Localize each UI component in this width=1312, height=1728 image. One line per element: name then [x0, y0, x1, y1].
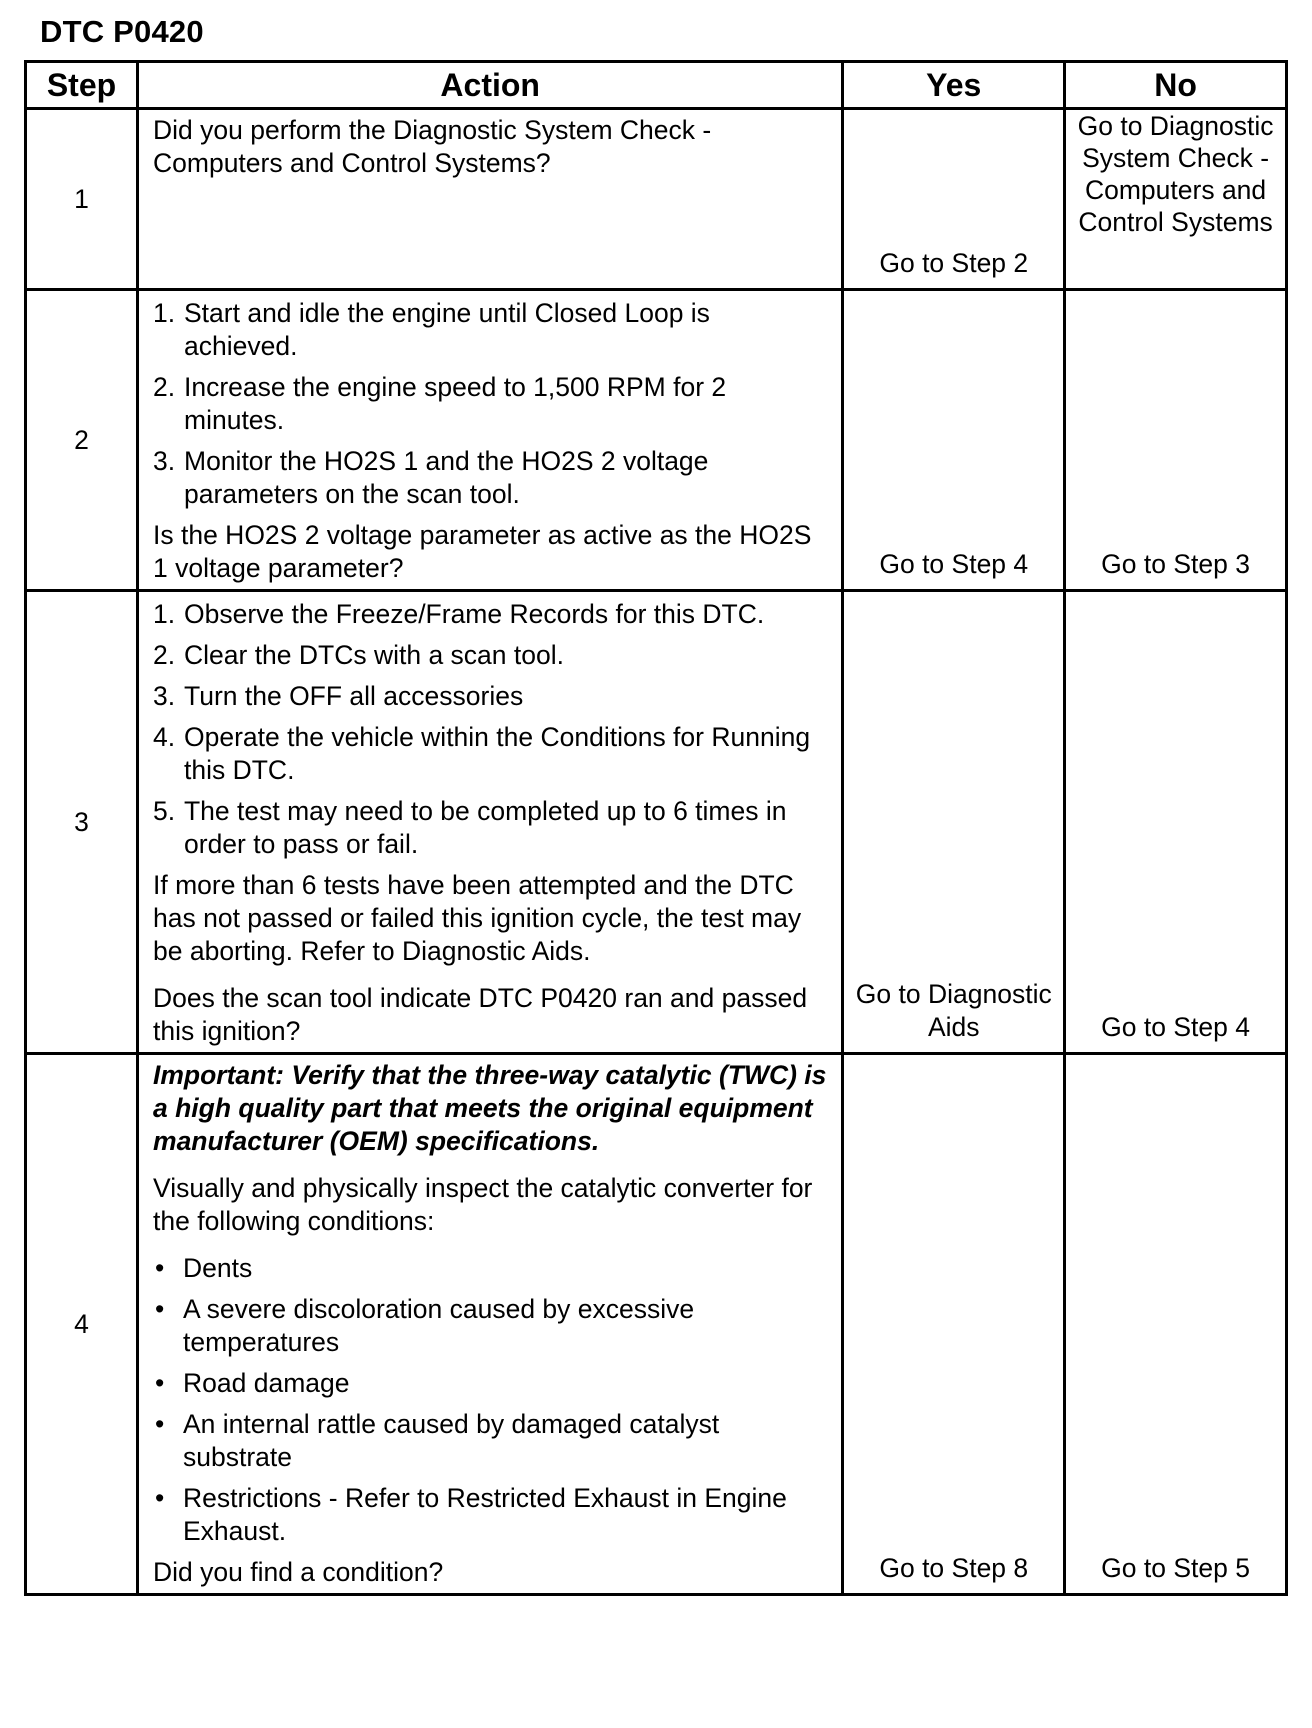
procedure-list — [153, 297, 827, 511]
header-action: Action — [138, 62, 843, 109]
diagnostic-table — [24, 60, 1288, 1596]
condition-list — [153, 1252, 827, 1548]
list-item: 4. Operate the vehicle within the Conditions for Running this DTC. — [153, 722, 811, 785]
list-item: 1. Observe the Freeze/Frame Records for this DTC. — [153, 599, 765, 629]
list-item: 1. Start and idle the engine until Closed Loop is achieved. — [153, 298, 710, 361]
procedure-list — [153, 598, 827, 861]
table-row — [26, 290, 1287, 591]
no-cell: Go to Diagnostic System Check - Computers and Control Systems — [1065, 109, 1287, 290]
header-step: Step — [26, 62, 138, 109]
list-item: 5. The test may need to be completed up to 6 times in order to pass or fail. — [153, 796, 787, 859]
table-row — [26, 1054, 1287, 1595]
table-row — [26, 109, 1287, 290]
header-no: No — [1065, 62, 1287, 109]
step-number: 4 — [26, 1054, 138, 1595]
step-number: 2 — [26, 290, 138, 591]
yes-cell: Go to Diagnostic Aids — [843, 591, 1065, 1054]
action-cell — [138, 290, 843, 591]
action-cell — [138, 591, 843, 1054]
step-number: 3 — [26, 591, 138, 1054]
list-item: 3. Monitor the HO2S 1 and the HO2S 2 voltage parameters on the scan tool. — [153, 446, 709, 509]
action-question: Did you perform the Diagnostic System Check - Computers and Control Systems? — [153, 115, 712, 178]
step-number: 1 — [26, 109, 138, 290]
list-item: 2. Increase the engine speed to 1,500 RPM for 2 minutes. — [153, 372, 727, 435]
list-item: • An internal rattle caused by damaged catalyst substrate — [155, 1409, 720, 1472]
yes-cell: Go to Step 4 — [843, 290, 1065, 591]
table-row — [26, 591, 1287, 1054]
no-cell: Go to Step 3 — [1065, 290, 1287, 591]
header-yes: Yes — [843, 62, 1065, 109]
list-item: 3. Turn the OFF all accessories — [153, 681, 524, 711]
yes-cell: Go to Step 8 — [843, 1054, 1065, 1595]
list-item: • Dents — [155, 1253, 253, 1283]
no-cell: Go to Step 4 — [1065, 591, 1287, 1054]
action-cell — [138, 1054, 843, 1595]
important-note: Important: Verify that the three-way catalytic (TWC) is a high quality part that meets the original equipment manufacturer (OEM) specifications. — [153, 1060, 827, 1156]
action-note: If more than 6 tests have been attempted and the DTC has not passed or failed this ignition cycle, the test may be aborting. Refer to Diagnostic Aids. — [153, 870, 802, 966]
list-item: 2. Clear the DTCs with a scan tool. — [153, 640, 564, 670]
action-cell — [138, 109, 843, 290]
yes-cell: Go to Step 2 — [843, 109, 1065, 290]
no-cell: Go to Step 5 — [1065, 1054, 1287, 1595]
action-question: Did you find a condition? — [153, 1557, 444, 1587]
action-intro: Visually and physically inspect the catalytic converter for the following conditions: — [153, 1173, 813, 1236]
list-item: • Restrictions - Refer to Restricted Exhaust in Engine Exhaust. — [155, 1483, 787, 1546]
action-question: Does the scan tool indicate DTC P0420 ran and passed this ignition? — [153, 983, 808, 1046]
table-header-row — [26, 62, 1287, 109]
list-item: • A severe discoloration caused by excessive temperatures — [155, 1294, 695, 1357]
list-item: • Road damage — [155, 1368, 350, 1398]
action-question: Is the HO2S 2 voltage parameter as active as the HO2S 1 voltage parameter? — [153, 520, 812, 583]
document-title: DTC P0420 — [40, 14, 204, 49]
